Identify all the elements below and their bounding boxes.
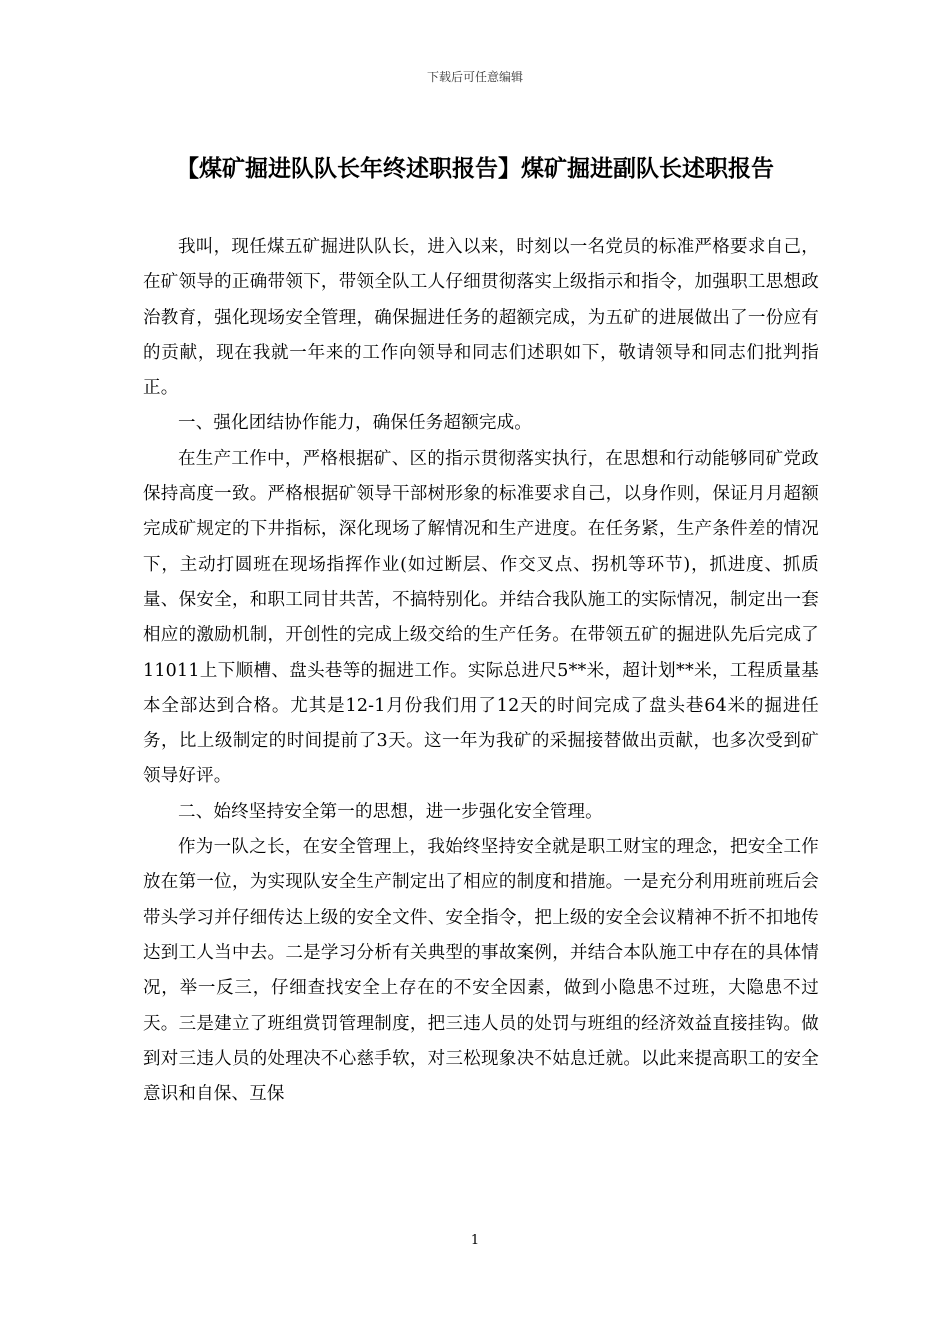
paragraph-production: 在生产工作中，严格根据矿、区的指示贯彻落实执行，在思想和行动能够同矿党政保持高度一致。严格根据矿领导干部树形象的标准要求自己，以身作则，保证月月超额完成矿规定的下井指标，深化现场了解情况和生产进度。在任务紧，生产条件差的情况下，主动打圆班在现场指挥作业(如过断层、作交叉点、拐机等环节)，抓进度、抓质量、保安全，和职工同甘共苦，不搞特别化。并结合我队施工的实际情况，制定出一套相应的激励机制，开创性的完成上级交给的生产任务。在带领五矿的掘进队先后完成了11011上下顺槽、盘头巷等的掘进工作。实际总进尺5**米，超计划**米，工程质量基本全部达到合格。尤其是12-1月份我们用了12天的时间完成了盘头巷64米的掘进任务，比上级制定的时间提前了3天。这一年为我矿的采掘接替做出贡献，也多次受到矿领导好评。 (143, 448, 819, 787)
section-heading-1: 一、强化团结协作能力，确保任务超额完成。 (178, 413, 532, 434)
page-number: 1 (470, 1233, 480, 1248)
document-body (143, 230, 819, 1112)
document-title: 【煤矿掘进队队长年终述职报告】煤矿掘进副队长述职报告 (176, 155, 774, 182)
header-note: 下载后可任意编辑 (426, 70, 523, 84)
section-heading-2: 二、始终坚持安全第一的思想，进一步强化安全管理。 (178, 801, 603, 822)
paragraph-intro: 我叫，现任煤五矿掘进队队长，进入以来，时刻以一名党员的标准严格要求自己，在矿领导的正确带领下，带领全队工人仔细贯彻落实上级指示和指令，加强职工思想政治教育，强化现场安全管理，确保掘进任务的超额完成，为五矿的进展做出了一份应有的贡献，现在我就一年来的工作向领导和同志们述职如下，敬请领导和同志们批判指正。 (143, 237, 819, 399)
paragraph-safety: 作为一队之长，在安全管理上，我始终坚持安全就是职工财宝的理念，把安全工作放在第一位，为实现队安全生产制定出了相应的制度和措施。一是充分利用班前班后会带头学习并仔细传达上级的安全文件、安全指令，把上级的安全会议精神不折不扣地传达到工人当中去。二是学习分析有关典型的事故案例，并结合本队施工中存在的具体情况，举一反三，仔细查找安全上存在的不安全因素，做到小隐患不过班，大隐患不过天。三是建立了班组赏罚管理制度，把三违人员的处罚与班组的经济效益直接挂钩。做到对三违人员的处理决不心慈手软，对三松现象决不姑息迁就。以此来提高职工的安全意识和自保、互保 (143, 837, 819, 1105)
